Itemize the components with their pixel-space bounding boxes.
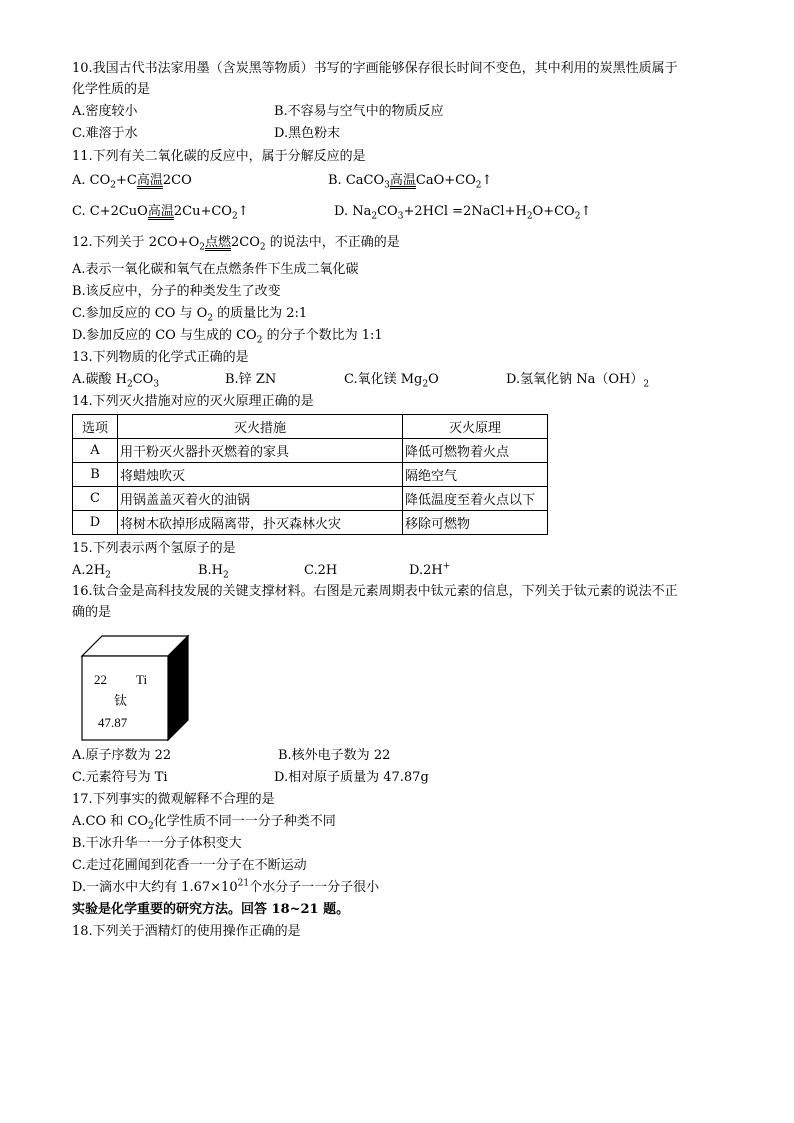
table-cell: D (73, 511, 118, 535)
q15-stem: 15.下列表示两个氢原子的是 (72, 541, 236, 556)
q12-option-a: A.表示一氧化碳和氧气在点燃条件下生成二氧化碳 (72, 262, 359, 277)
q10-option-a: A.密度较小 (72, 104, 138, 119)
q15-option-b: $B.H_2$ (198, 563, 229, 581)
table-row (73, 439, 548, 463)
q15-option-d: D.2H+ (409, 561, 451, 578)
q10-option-d: D.黑色粉末 (274, 126, 341, 141)
table-cell: 用干粉灭火器扑灭燃着的家具 (118, 439, 403, 463)
table-cell: A (73, 439, 118, 463)
table-row (73, 487, 548, 511)
table-cell: B (73, 463, 118, 487)
q12-stem: 12.下列关于 $2CO+O_2$点燃$2CO_2$ 的说法中，不正确的是 (72, 235, 400, 253)
element-name: 钛 (114, 694, 128, 709)
table-cell: 隔绝空气 (403, 463, 548, 487)
table-cell: 降低温度至着火点以下 (403, 487, 548, 511)
table-header-cell: 灭火措施 (118, 415, 403, 439)
q16-stem-line1: 16.钛合金是高科技发展的关键支撑材料。右图是元素周期表中钛元素的信息，下列关于钛元素的说法不正 (72, 584, 678, 599)
q10-option-b: B.不容易与空气中的物质反应 (274, 104, 444, 119)
q10-stem-line2: 化学性质的是 (72, 82, 151, 97)
q16-stem-line2: 确的是 (72, 605, 112, 620)
q14-table (72, 414, 548, 535)
q11-option-b: B. CaCO$_3$高温$CaO+CO_2↑$ (328, 173, 493, 191)
section-instruction: 实验是化学重要的研究方法。回答 18~21 题。 (72, 902, 350, 917)
q10-stem-line1: 10.我国古代书法家用墨（含炭黑等物质）书写的字画能够保存很长时间不变色，其中利用的炭黑性质属于 (72, 61, 678, 76)
q16-option-d: D.相对原子质量为 47.87g (274, 770, 429, 785)
table-cell: 降低可燃物着火点 (403, 439, 548, 463)
table-cell: 用锅盖盖灭着火的油锅 (118, 487, 403, 511)
table-header-cell: 选项 (73, 415, 118, 439)
table-cell: C (73, 487, 118, 511)
q13-option-a: A.碳酸 $H_2CO_3$ (72, 372, 160, 390)
table-row (73, 463, 548, 487)
q13-stem: 13.下列物质的化学式正确的是 (72, 350, 249, 365)
table-cell: 将蜡烛吹灭 (118, 463, 403, 487)
q17-option-c: C.走过花圃闻到花香一一分子在不断运动 (72, 858, 307, 873)
q16-option-c: C.元素符号为 Ti (72, 770, 168, 785)
titanium-element-cell (78, 632, 190, 742)
table-header-cell: 灭火原理 (403, 415, 548, 439)
atomic-mass: 47.87 (98, 715, 128, 730)
q16-option-a: A.原子序数为 22 (72, 748, 172, 763)
q18-stem: 18.下列关于酒精灯的使用操作正确的是 (72, 924, 301, 939)
q17-option-b: B.干冰升华一一分子体积变大 (72, 836, 242, 851)
q11-option-a: A. $CO_2+C$高温2CO (72, 173, 192, 191)
q16-option-b: B.核外电子数为 22 (278, 748, 391, 763)
q13-option-b: B.锌 ZN (225, 372, 277, 387)
q17-option-a: A.CO 和 $CO_2$化学性质不同一一分子种类不同 (72, 814, 336, 832)
q17-option-d: D.一滴水中大约有 $1.67\times 10^{21}$个水分子一一分子很小 (72, 878, 380, 895)
q12-option-b: B.该反应中，分子的种类发生了改变 (72, 284, 281, 299)
q10-option-c: C.难溶于水 (72, 126, 138, 141)
table-cell: 移除可燃物 (403, 511, 548, 535)
table-header-row (73, 415, 548, 439)
q11-option-c: C. C+2CuO高温$2Cu+CO_2↑$ (72, 204, 249, 222)
q12-option-d: D.参加反应的 CO 与生成的 $CO_2$ 的分子个数比为 1:1 (72, 328, 383, 346)
q15-option-a: $A.2H_2$ (72, 563, 111, 581)
q11-stem: 11.下列有关二氧化碳的反应中，属于分解反应的是 (72, 149, 366, 164)
table-cell: 将树木砍掉形成隔离带，扑灭森林火灾 (118, 511, 403, 535)
atomic-number: 22 (94, 672, 107, 687)
q14-stem: 14.下列灭火措施对应的灭火原理正确的是 (72, 394, 314, 409)
q17-stem: 17.下列事实的微观解释不合理的是 (72, 792, 275, 807)
q13-option-c: C.氧化镁 $Mg_2O$ (344, 372, 439, 390)
element-symbol: Ti (136, 672, 148, 687)
q13-option-d: D.氢氧化钠 $Na(OH)_2$ (506, 372, 650, 390)
table-row (73, 511, 548, 535)
q11-option-d: D. $Na_2CO_3+2HCl$ $=2NaCl+H_2O+CO_2↑$ (334, 204, 592, 222)
q12-option-c: C.参加反应的 CO 与 $O_2$ 的质量比为 2:1 (72, 306, 308, 324)
q15-option-c: C.2H (304, 563, 338, 578)
